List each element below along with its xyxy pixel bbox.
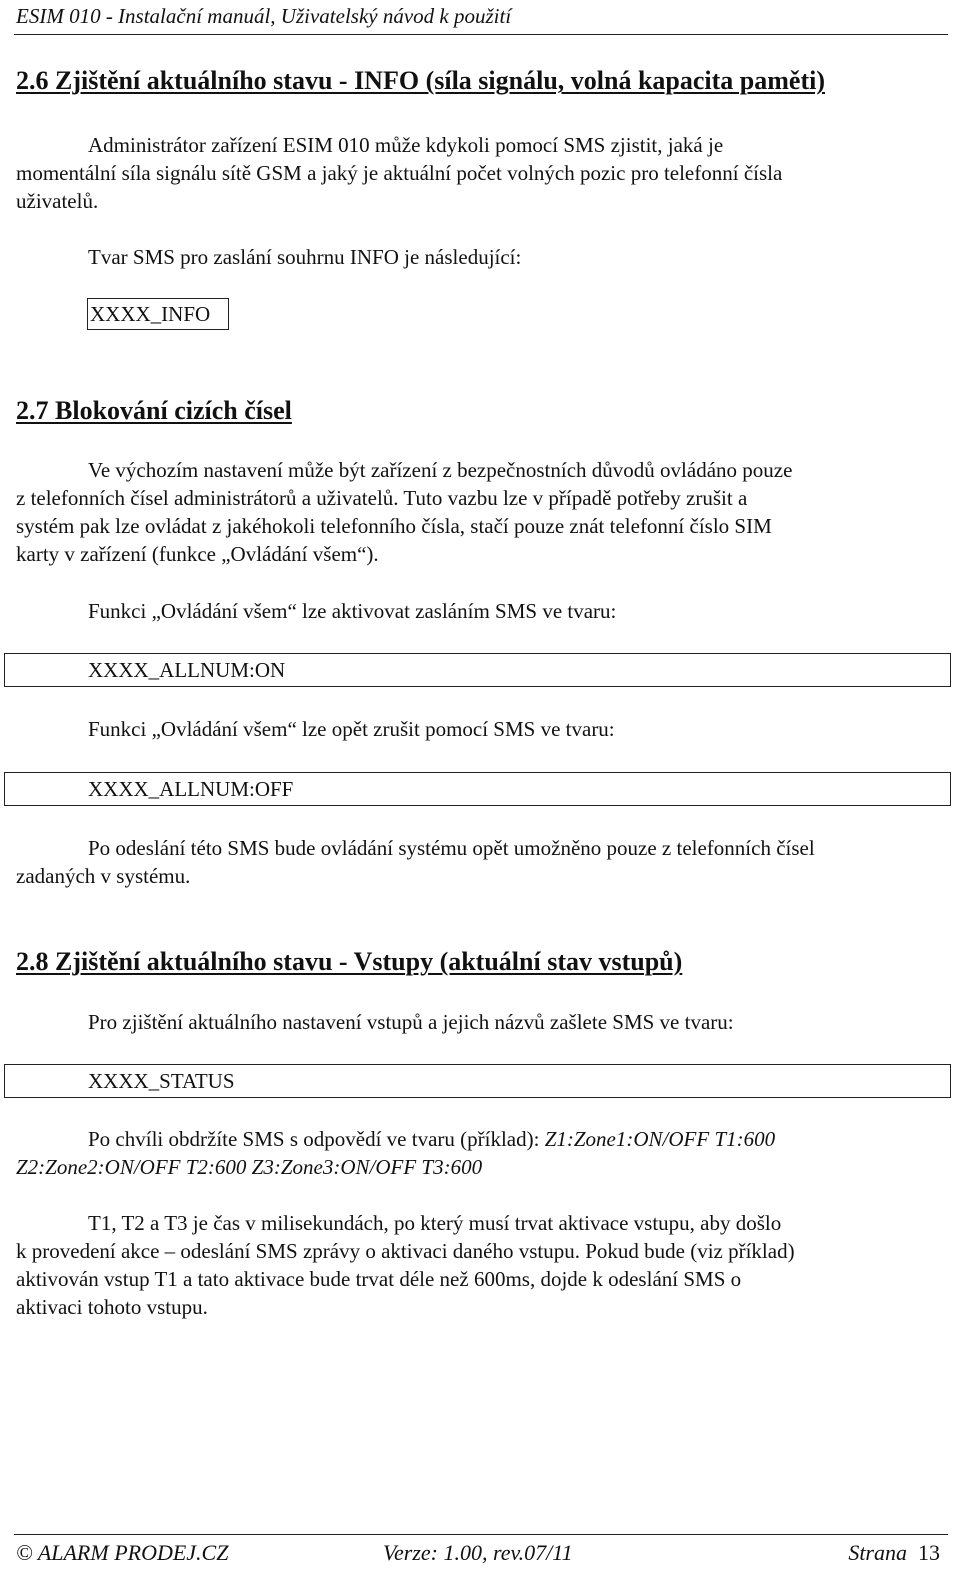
sms-code-box-info	[87, 298, 229, 330]
section-2-8-paragraph-line: aktivován vstup T1 a tato aktivace bude trvat déle než 600ms, dojde k odeslání SMS o	[16, 1267, 742, 1291]
footer-divider	[14, 1534, 948, 1535]
section-2-8-paragraph-line: k provedení akce – odeslání SMS zprávy o aktivaci daného vstupu. Pokud bude (viz příklad)	[16, 1239, 795, 1263]
response-intro-text: Po chvíli obdržíte SMS s odpovědí ve tvaru (příklad):	[88, 1127, 545, 1151]
footer-page-number	[848, 1540, 940, 1566]
footer-page-value: 13	[918, 1540, 940, 1565]
section-2-8-sms-format-intro: Pro zjištění aktuálního nastavení vstupů a jejich názvů zašlete SMS ve tvaru:	[88, 1010, 734, 1034]
footer-copyright: © ALARM PRODEJ.CZ	[16, 1540, 229, 1565]
header-divider	[14, 34, 948, 35]
section-2-6-paragraph-line: uživatelů.	[16, 189, 99, 213]
sms-code-info: XXXX_INFO	[90, 302, 211, 326]
section-2-8-response-line	[88, 1125, 775, 1153]
section-2-8-paragraph-line: aktivaci tohoto vstupu.	[16, 1295, 208, 1319]
section-2-7-paragraph-line: Po odeslání této SMS bude ovládání systému opět umožněno pouze z telefonních čísel	[88, 836, 815, 860]
section-2-7-heading: 2.7 Blokování cizích čísel	[16, 396, 292, 425]
document-header-title: ESIM 010 - Instalační manuál, Uživatelský návod k použití	[16, 4, 512, 28]
section-2-7-paragraph-line: zadaných v systému.	[16, 864, 191, 888]
section-2-7-paragraph-line: Ve výchozím nastavení může být zařízení z bezpečnostních důvodů ovládáno pouze	[88, 458, 793, 482]
section-2-6-paragraph-line: momentální síla signálu sítě GSM a jaký je aktuální počet volných pozic pro telefonní čísla	[16, 161, 783, 185]
sms-code-allnum-on: XXXX_ALLNUM:ON	[88, 658, 286, 682]
response-example-continued: Z2:Zone2:ON/OFF T2:600 Z3:Zone3:ON/OFF T3:600	[16, 1155, 483, 1179]
sms-code-box-allnum-on	[4, 653, 951, 687]
response-example: Z1:Zone1:ON/OFF T1:600	[544, 1127, 776, 1151]
sms-code-box-status	[4, 1064, 951, 1098]
footer-page-label: Strana	[848, 1540, 907, 1565]
section-2-7-deactivate-intro: Funkci „Ovládání všem“ lze opět zrušit pomocí SMS ve tvaru:	[88, 717, 615, 741]
section-2-7-paragraph-line: systém pak lze ovládat z jakéhokoli telefonního čísla, stačí pouze znát telefonní číslo SIM	[16, 514, 772, 538]
sms-code-allnum-off: XXXX_ALLNUM:OFF	[88, 777, 294, 801]
section-2-8-heading: 2.8 Zjištění aktuálního stavu - Vstupy (aktuální stav vstupů)	[16, 947, 683, 976]
section-2-7-paragraph-line: z telefonních čísel administrátorů a uživatelů. Tuto vazbu lze v případě potřeby zrušit a	[16, 486, 748, 510]
sms-code-box-allnum-off	[4, 772, 951, 806]
section-2-8-paragraph-line: T1, T2 a T3 je čas v milisekundách, po který musí trvat aktivace vstupu, aby došlo	[88, 1211, 782, 1235]
section-2-6-heading: 2.6 Zjištění aktuálního stavu - INFO (síla signálu, volná kapacita paměti)	[16, 66, 825, 95]
section-2-7-paragraph-line: karty v zařízení (funkce „Ovládání všem“).	[16, 542, 379, 566]
section-2-7-activate-intro: Funkci „Ovládání všem“ lze aktivovat zasláním SMS ve tvaru:	[88, 599, 617, 623]
section-2-6-sms-format-intro: Tvar SMS pro zaslání souhrnu INFO je následující:	[88, 245, 522, 269]
sms-code-status: XXXX_STATUS	[88, 1069, 235, 1093]
footer-version: Verze: 1.00, rev.07/11	[383, 1540, 573, 1565]
section-2-6-paragraph-line: Administrátor zařízení ESIM 010 může kdykoli pomocí SMS zjistit, jaká je	[88, 133, 724, 157]
